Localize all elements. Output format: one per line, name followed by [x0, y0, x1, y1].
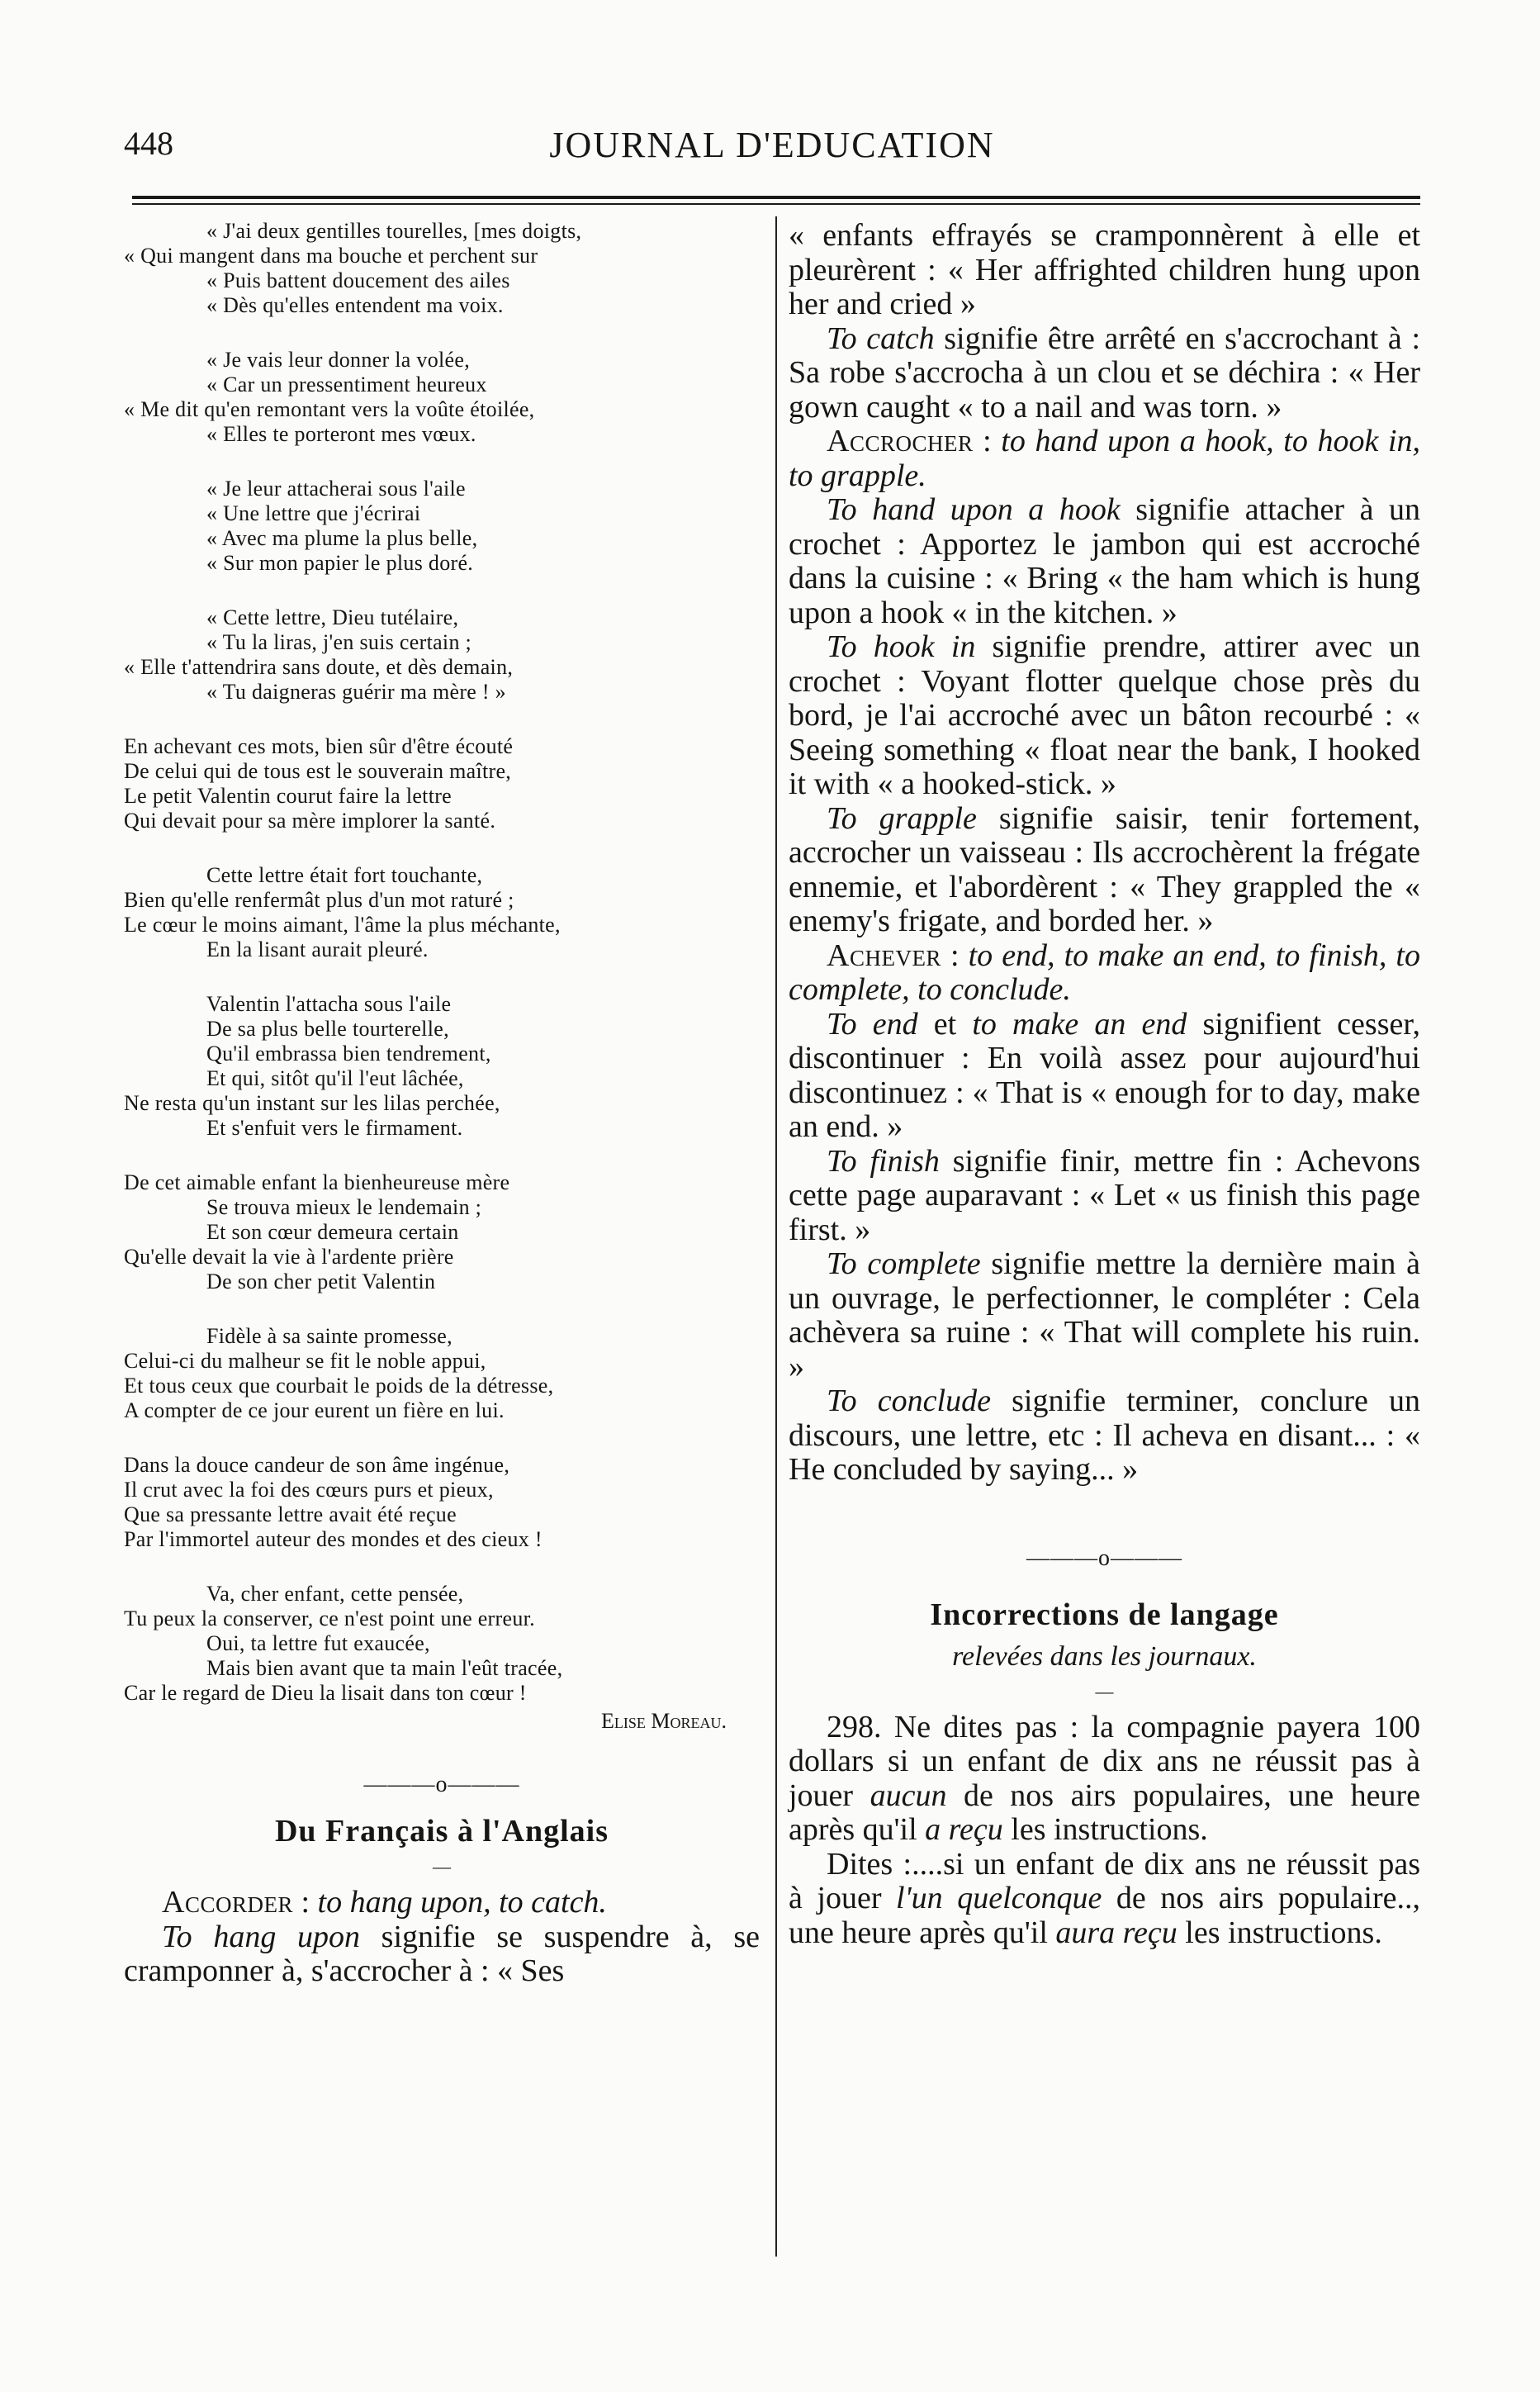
poem-line: « Tu daigneras guérir ma mère ! »	[206, 680, 506, 704]
poem-line: « Avec ma plume la plus belle,	[206, 526, 478, 550]
poem-stanza	[124, 477, 760, 576]
poem-stanza	[124, 1582, 760, 1706]
section-title: Incorrections de langage	[930, 1597, 1279, 1632]
section-title: Du Français à l'Anglais	[274, 1814, 609, 1849]
poem-line: Va, cher enfant, cette pensée,	[206, 1582, 464, 1606]
poem-line: « Elle t'attendrira sans doute, et dès demain,	[124, 655, 514, 679]
poem-line: En achevant ces mots, bien sûr d'être écouté	[124, 734, 514, 758]
poem-line: De celui qui de tous est le souverain maître,	[124, 759, 512, 783]
running-title: JOURNAL D'EDUCATION	[549, 125, 995, 165]
entry-gloss: to hand upon a hook, to hook in, to grapple.	[789, 424, 1421, 493]
poem-line: De sa plus belle tourterelle,	[206, 1017, 449, 1041]
header-rule-thin	[132, 203, 1420, 205]
body-paragraph	[789, 1145, 1420, 1248]
paragraph-text: signifie saisir, tenir fortement, accrocher un vaisseau : Ils accrochèrent la frégate ennemie, et l'abordèrent : « They grappled the « enemy's frigate, and borded her. »	[789, 800, 1420, 938]
phrase-italic: To hand upon a hook	[827, 492, 1121, 527]
poem-line: Bien qu'elle renfermât plus d'un mot raturé ;	[124, 888, 514, 912]
page-header	[124, 124, 1420, 173]
body-paragraph	[789, 630, 1420, 802]
body-paragraph: « enfants effrayés se cramponnèrent à elle et pleurèrent : « Her affrighted children hung upon her and cried »	[789, 218, 1420, 321]
poem-line: « Puis battent doucement des ailes	[206, 268, 510, 292]
phrase-italic: to make an end	[972, 1006, 1187, 1042]
poem-line: Oui, ta lettre fut exaucée,	[206, 1631, 430, 1655]
title-dash: —	[433, 1856, 451, 1877]
phrase-italic: To hook in	[827, 629, 976, 664]
poem-line: Qu'elle devait la vie à l'ardente prière	[124, 1245, 454, 1269]
phrase-italic: To conclude	[827, 1383, 991, 1418]
paragraph-text: signifie attacher à un crochet : Apportez le jambon qui est accroché dans la cuisine : « Bring « the ham which is hung upon a hook « in the kitchen. »	[789, 492, 1420, 630]
poem-line: Tu peux la conserver, ce n'est point une erreur.	[124, 1607, 535, 1630]
phrase-italic: To catch	[827, 320, 935, 356]
poem	[124, 219, 760, 1734]
entry-separator: :	[292, 1885, 318, 1920]
connector-text: et	[917, 1006, 973, 1042]
poem-line: Se trouva mieux le lendemain ;	[206, 1195, 482, 1219]
entry-paragraph	[124, 1886, 760, 1920]
paragraph-text: signifie mettre la dernière main à un ouvrage, le perfectionner, le compléter : Cela achèvera sa ruine : « That will complete his ruin. »	[789, 1246, 1420, 1384]
poem-stanza	[124, 219, 760, 318]
poem-line: « Une lettre que j'écrirai	[206, 501, 421, 525]
poem-line: Valentin l'attacha sous l'aile	[206, 992, 452, 1016]
paragraph-text: Dites :....si un enfant de dix ans ne réussit pas à jouer	[789, 1846, 1420, 1915]
paragraph-text: signifie être arrêté en s'accrochant à : Sa robe s'accrocha à un clou et se déchira : « Her gown caught « to a nail and was torn. »	[789, 320, 1421, 425]
poem-line: Qui devait pour sa mère implorer la santé.	[124, 809, 496, 833]
header-rule	[132, 196, 1420, 199]
paragraph-text: signifie finir, mettre fin : Achevons cette page auparavant : « Let « us finish this page first. »	[789, 1143, 1420, 1247]
poem-line: Fidèle à sa sainte promesse,	[206, 1324, 453, 1348]
poem-line: Et qui, sitôt qu'il l'eut lâchée,	[206, 1066, 464, 1090]
poem-line: « Sur mon papier le plus doré.	[206, 551, 474, 575]
entry-paragraph	[789, 425, 1420, 493]
poem-stanza	[124, 863, 760, 962]
body-paragraph	[789, 1247, 1420, 1384]
poem-line: « Qui mangent dans ma bouche et perchent sur	[124, 244, 538, 268]
poem-line: Et son cœur demeura certain	[206, 1220, 459, 1244]
poem-line: Car le regard de Dieu la lisait dans ton cœur !	[124, 1681, 527, 1705]
poem-stanza	[124, 605, 760, 705]
poem-signature: Elise Moreau.	[601, 1709, 727, 1733]
poem-line: En la lisant aurait pleuré.	[206, 937, 429, 961]
entry-term: Achever	[827, 937, 941, 973]
paragraph-text: signifie se suspendre à, se cramponner à, s'accrocher à : « Ses	[124, 1919, 760, 1988]
paragraph-text: signifie prendre, attirer avec un crochet : Voyant flotter quelque chose près du bord, je l'ai accroché avec un bâton recourbé : « Seeing something « float near the bank, I hooked it with « a hooked-stick. »	[789, 629, 1420, 801]
phrase-italic: To grapple	[827, 800, 977, 836]
poem-line: Le cœur le moins aimant, l'âme la plus méchante,	[124, 913, 561, 937]
poem-line: Dans la douce candeur de son âme ingénue,	[124, 1453, 510, 1477]
paragraph-text: de nos airs populaire.., une heure après qu'il	[789, 1881, 1420, 1950]
body-paragraph	[124, 1920, 760, 1989]
poem-line: « Cette lettre, Dieu tutélaire,	[206, 605, 459, 629]
entry-paragraph	[789, 939, 1420, 1008]
entry-gloss: to end, to make an end, to finish, to complete, to conclude.	[789, 937, 1420, 1007]
poem-stanza	[124, 1170, 760, 1294]
body-paragraph	[789, 1008, 1420, 1145]
poem-line: Le petit Valentin courut faire la lettre	[124, 784, 453, 808]
poem-stanza	[124, 992, 760, 1141]
entry-term: Accorder	[162, 1885, 293, 1920]
poem-line: « J'ai deux gentilles tourelles, [mes doigts,	[206, 219, 582, 243]
poem-line: Cette lettre était fort touchante,	[206, 863, 483, 887]
paragraph-text: signifient cesser, discontinuer : En voilà assez pour aujourd'hui discontinuez : « That is « enough for to day, make an end. »	[789, 1006, 1420, 1144]
poem-stanza	[124, 348, 760, 447]
left-column	[124, 219, 760, 1989]
poem-line: « Dès qu'elles entendent ma voix.	[206, 293, 504, 317]
poem-line: Que sa pressante lettre avait été reçue	[124, 1502, 457, 1526]
entry-term: Accrocher	[827, 424, 974, 458]
right-column	[789, 219, 1420, 1950]
body-paragraph	[789, 493, 1420, 630]
poem-line: « Car un pressentiment heureux	[206, 373, 487, 396]
section-separator: ———o———	[1026, 1545, 1182, 1571]
body-paragraph	[789, 322, 1420, 425]
column-divider	[775, 216, 777, 2257]
paragraph-text: de nos airs populaires, une heure après qu'il	[789, 1777, 1420, 1847]
poem-line: Il crut avec la foi des cœurs purs et pieux,	[124, 1478, 494, 1502]
phrase-italic: To hang upon	[162, 1919, 360, 1954]
body-paragraph	[789, 1384, 1420, 1488]
poem-line: Mais bien avant que ta main l'eût tracée,	[206, 1656, 563, 1680]
body-paragraph	[789, 1848, 1420, 1951]
poem-line: De cet aimable enfant la bienheureuse mère	[124, 1170, 510, 1194]
poem-line: « Elles te porteront mes vœux.	[206, 422, 476, 446]
phrase-italic: aucun	[870, 1777, 947, 1813]
poem-line: Ne resta qu'un instant sur les lilas perchée,	[124, 1091, 500, 1115]
entry-separator: :	[941, 937, 969, 973]
poem-stanza	[124, 734, 760, 833]
phrase-italic: To end	[827, 1006, 918, 1042]
body-paragraph	[789, 802, 1420, 939]
phrase-italic: To complete	[827, 1246, 981, 1281]
entry-gloss: to hang upon, to catch.	[317, 1885, 607, 1920]
entry-separator: :	[973, 424, 1002, 458]
poem-line: Et s'enfuit vers le firmament.	[206, 1116, 463, 1140]
body-paragraph	[789, 1711, 1420, 1848]
section-separator: ———o———	[363, 1772, 520, 1797]
poem-line: « Je leur attacherai sous l'aile	[206, 477, 466, 501]
phrase-italic: To finish	[827, 1143, 940, 1179]
poem-line: Qu'il embrassa bien tendrement,	[206, 1042, 491, 1065]
poem-line: « Tu la liras, j'en suis certain ;	[206, 630, 472, 654]
title-dash: —	[1095, 1680, 1114, 1701]
poem-line: Celui-ci du malheur se fit le noble appui,	[124, 1349, 486, 1373]
phrase-italic: aura reçu	[1055, 1915, 1178, 1950]
poem-line: « Me dit qu'en remontant vers la voûte étoilée,	[124, 397, 535, 421]
paragraph-text: les instructions.	[1002, 1812, 1208, 1847]
poem-stanza	[124, 1324, 760, 1423]
poem-line: A compter de ce jour eurent un fière en lui.	[124, 1398, 505, 1422]
phrase-italic: l'un quelconque	[896, 1881, 1102, 1915]
poem-stanza	[124, 1453, 760, 1552]
poem-line: Par l'immortel auteur des mondes et des cieux !	[124, 1527, 543, 1551]
poem-line: Et tous ceux que courbait le poids de la détresse,	[124, 1374, 554, 1398]
section-subtitle: relevées dans les journaux.	[952, 1640, 1257, 1672]
phrase-italic: a reçu	[925, 1812, 1003, 1847]
poem-line: De son cher petit Valentin	[206, 1270, 436, 1293]
poem-line: « Je vais leur donner la volée,	[206, 348, 471, 372]
paragraph-text: signifie terminer, conclure un discours, une lettre, etc : Il acheva en disant... : « He concluded by saying... »	[789, 1383, 1420, 1487]
page-number: 448	[124, 125, 173, 162]
paragraph-text: les instructions.	[1177, 1915, 1382, 1950]
paragraph-text: 298. Ne dites pas : la compagnie payera 100 dollars si un enfant de dix ans ne réussit pas à jouer	[789, 1709, 1420, 1813]
